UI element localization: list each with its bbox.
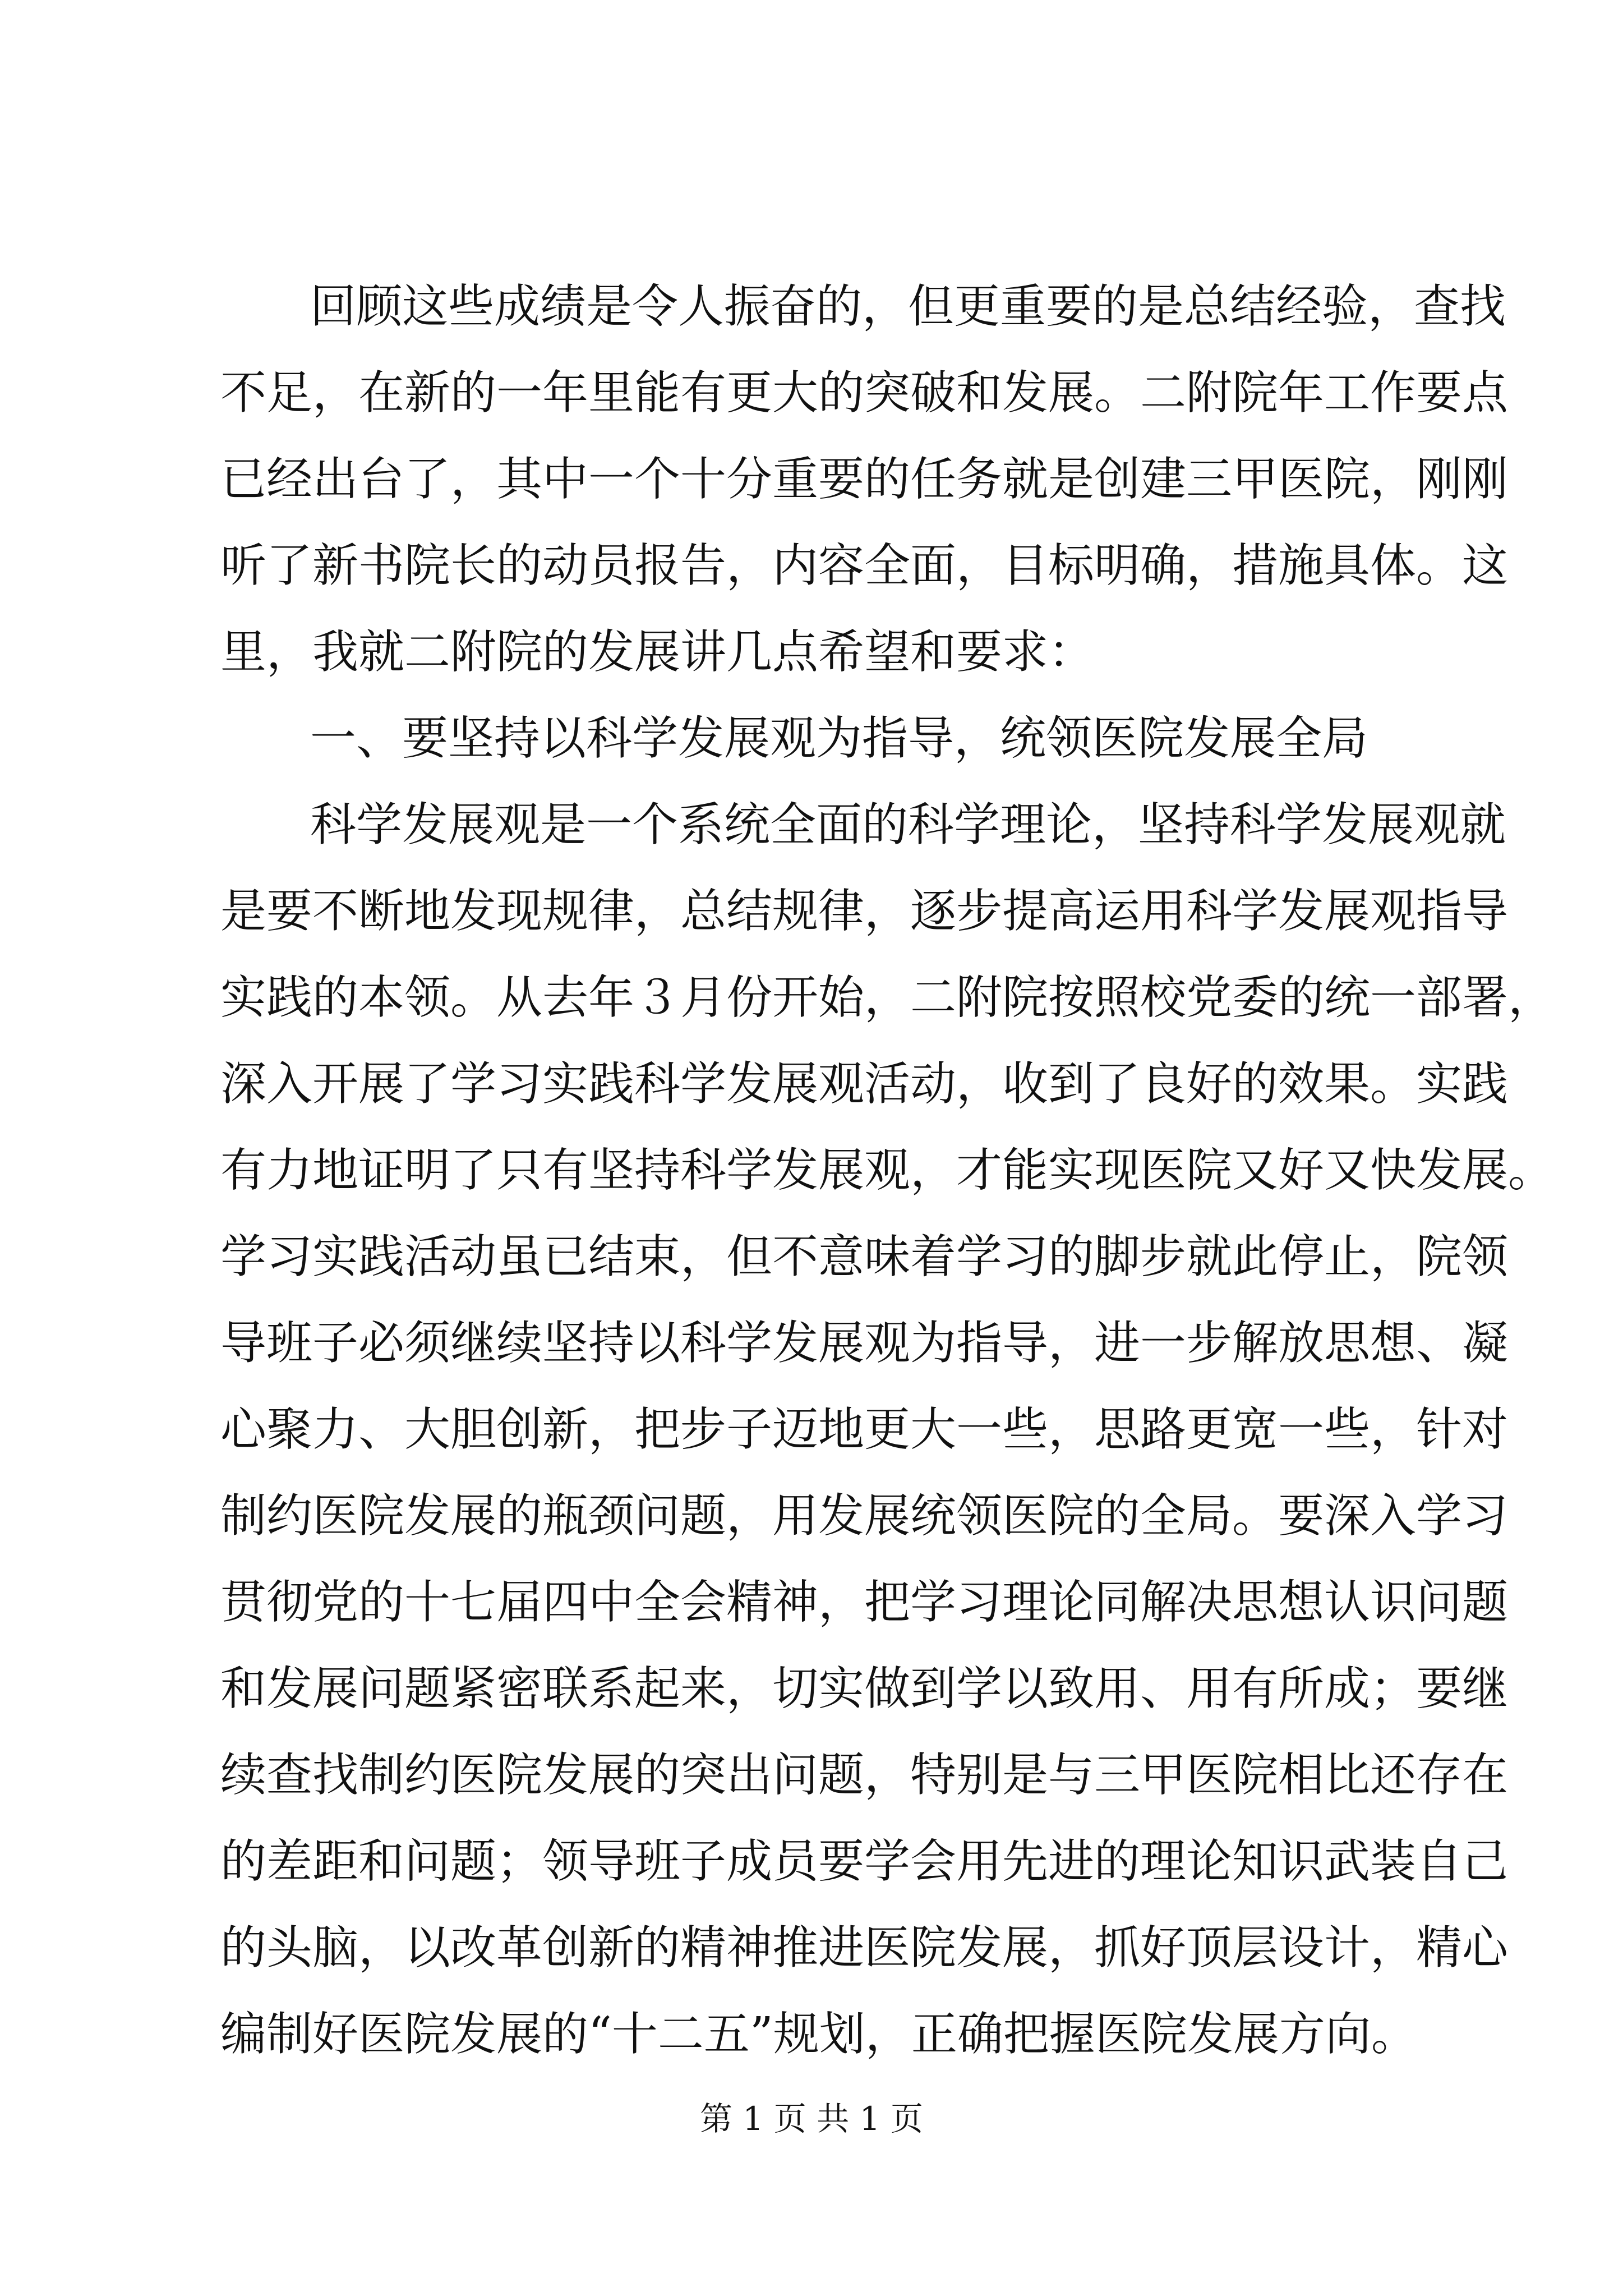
paragraph-2-line-8: 心聚力、大胆创新，把步子迈地更大一些，思路更宽一些，针对 <box>220 1403 1509 1456</box>
paragraph-2-line-10: 贯彻党的十七届四中全会精神，把学习理论同解决思想认识问题 <box>220 1576 1509 1629</box>
paragraph-2-line-13: 的差距和问题；领导班子成员要学会用先进的理论知识武装自己 <box>220 1835 1509 1888</box>
paragraph-2-line-12: 续查找制约医院发展的突出问题，特别是与三甲医院相比还存在 <box>220 1749 1509 1802</box>
page-number-label: 第 1 页 共 1 页 <box>700 2100 923 2138</box>
paragraph-2-line-3: 实践的本领。从去年３月份开始，二附院按照校党委的统一部署， <box>220 971 1555 1024</box>
paragraph-2-line-1: 科学发展观是一个系统全面的科学理论，坚持科学发展观就 <box>310 798 1506 852</box>
paragraph-2-line-5: 有力地证明了只有坚持科学发展观，才能实现医院又好又快发展。 <box>220 1144 1555 1197</box>
paragraph-2-line-7: 导班子必须继续坚持以科学发展观为指导，进一步解放思想、凝 <box>220 1317 1509 1370</box>
section-heading-1: 一、要坚持以科学发展观为指导，统领医院发展全局 <box>310 712 1368 765</box>
paragraph-2-line-4: 深入开展了学习实践科学发展观活动，收到了良好的效果。实践 <box>220 1057 1509 1111</box>
paragraph-2-line-15: 编制好医院发展的“十二五”规划，正确把握医院发展方向。 <box>220 2008 1417 2061</box>
paragraph-1-line-2: 不足，在新的一年里能有更大的突破和发展。二附院年工作要点 <box>220 366 1509 420</box>
paragraph-2-line-14: 的头脑，以改革创新的精神推进医院发展，抓好顶层设计，精心 <box>220 1921 1509 1975</box>
body-text <box>220 264 1555 2078</box>
paragraph-2-line-9: 制约医院发展的瓶颈问题，用发展统领医院的全局。要深入学习 <box>220 1489 1509 1543</box>
paragraph-2-line-11: 和发展问题紧密联系起来，切实做到学以致用、用有所成；要继 <box>220 1662 1509 1715</box>
paragraph-1-line-1: 回顾这些成绩是令人振奋的，但更重要的是总结经验，查找 <box>310 280 1506 333</box>
paragraph-1-line-5: 里，我就二附院的发展讲几点希望和要求： <box>220 625 1095 679</box>
page-footer <box>0 2099 1623 2138</box>
paragraph-2-line-2: 是要不断地发现规律，总结规律，逐步提高运用科学发展观指导 <box>220 885 1509 938</box>
paragraph-1-line-3: 已经出台了，其中一个十分重要的任务就是创建三甲医院，刚刚 <box>220 453 1509 506</box>
paragraph-2-line-6: 学习实践活动虽已结束，但不意味着学习的脚步就此停止，院领 <box>220 1230 1509 1283</box>
paragraph-1-line-4: 听了新书院长的动员报告，内容全面，目标明确，措施具体。这 <box>220 539 1509 592</box>
